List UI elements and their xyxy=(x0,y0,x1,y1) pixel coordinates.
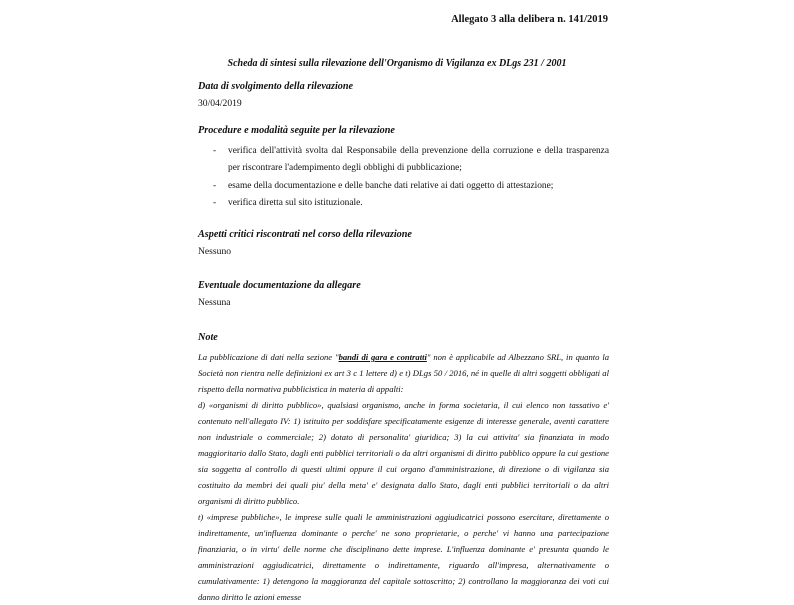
list-item xyxy=(213,195,609,212)
notes-body xyxy=(198,349,609,605)
annex-label: Allegato 3 alla delibera n. 141/2019 xyxy=(451,14,608,25)
notes-heading: Note xyxy=(198,332,218,343)
procedure-text: verifica diretta sul sito istituzionale. xyxy=(228,198,363,208)
documentation-heading: Eventuale documentazione da allegare xyxy=(198,280,361,291)
bullet-dash: - xyxy=(213,198,217,208)
bandi-link[interactable]: bandi di gara e contratti xyxy=(338,352,427,362)
notes-text: " non è applicabile ad Albezzano SRL, in quanto la Società non rientra nelle definizioni ex art 3 c 1 lettere d) e t) DLgs 50 / 2016, né in quelle di altri soggetti obbligati al rispetto della normativa pubblicistica in materia di appalti: xyxy=(198,352,610,394)
documentation-value: Nessuna xyxy=(198,297,231,308)
date-value: 30/04/2019 xyxy=(198,98,242,109)
list-item xyxy=(213,143,609,177)
issues-value: Nessuno xyxy=(198,246,232,257)
bullet-dash: - xyxy=(213,181,217,191)
list-item xyxy=(213,178,609,195)
document-title: Scheda di sintesi sulla rilevazione dell'Organismo di Vigilanza ex DLgs 231 / 2001 xyxy=(227,58,567,69)
procedure-text: verifica dell'attività svolta dal Responsabile della prevenzione della corruzione e della trasparenza per riscontrare l'adempimento degli obblighi di pubblicazione; xyxy=(228,146,609,173)
notes-paragraph-intro xyxy=(198,349,609,397)
notes-paragraph-imprese: t) «imprese pubbliche», le imprese sulle quali le amministrazioni aggiudicatrici possono esercitare, direttamente o indirettamente, un'influenza dominante o perche' ne sono proprietarie, o perche' vi hanno una partecipazione finanziaria, o in virtu' delle norme che disciplinano dette imprese. L'influenza dominante e' presunta quando le amministrazioni aggiudicatrici, direttamente o indirettamente, riguardo all'impresa, alternativamente o cumulativamente: 1) detengono la maggioranza del capitale sottoscritto; 2) controllano la maggioranza dei voti cui danno diritto le azioni emesse xyxy=(198,512,609,602)
procedure-text: esame della documentazione e delle banche dati relative ai dati oggetto di attestazione; xyxy=(228,181,554,191)
procedures-heading: Procedure e modalità seguite per la rilevazione xyxy=(198,125,395,136)
notes-text: La pubblicazione di dati nella sezione " xyxy=(198,352,339,362)
date-heading: Data di svolgimento della rilevazione xyxy=(198,81,354,92)
notes-paragraph-organismi: d) «organismi di diritto pubblico», qualsiasi organismo, anche in forma societaria, il cui elenco non tassativo e' contenuto nell'allegato IV: 1) istituito per soddisfare specificatamente esigenze di interesse generale, aventi carattere non industriale o commerciale; 2) dotato di personalita' giuridica; 3) la cui attivita' sia finanziata in modo maggioritario dallo Stato, dagli enti pubblici territoriali o da altri organismi di diritto pubblico oppure la cui gestione sia soggetta al controllo di questi ultimi oppure il cui organo d'amministrazione, di direzione o di vigilanza sia costituito da membri dei quali piu' della meta' e' designata dallo Stato, dagli enti pubblici territoriali o da altri organismi di diritto pubblico. xyxy=(198,400,609,506)
issues-heading: Aspetti critici riscontrati nel corso della rilevazione xyxy=(198,229,412,240)
bullet-dash: - xyxy=(213,146,217,156)
procedures-list xyxy=(213,143,609,221)
